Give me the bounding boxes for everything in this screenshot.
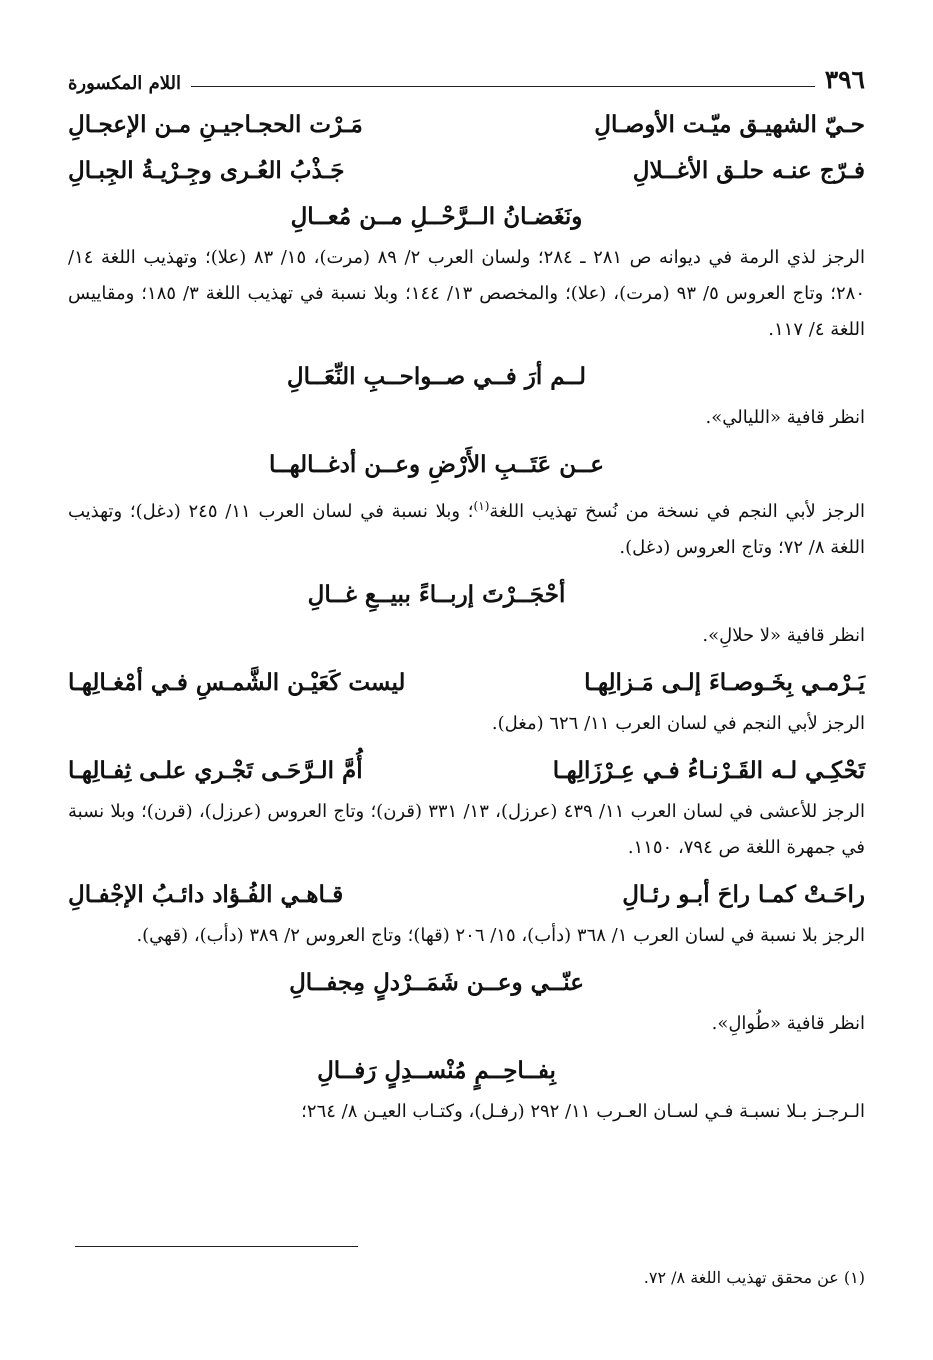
entry <box>68 748 865 866</box>
entry <box>68 660 865 742</box>
verse-line <box>68 572 865 618</box>
hemistich: تَحْكِـي لـه القَـرْنـاءُ فـي عِـرْزَالِهـا <box>552 757 865 784</box>
verse-line <box>68 1048 865 1094</box>
section-title: اللام المكسورة <box>68 73 181 94</box>
commentary-text: الرجز لأبي النجم في نسخة من نُسخ تهذيب اللغة <box>489 501 865 522</box>
hemistich: يَـرْمـي بِخَـوصـاءَ إلـى مَـزالِهـا <box>584 669 865 696</box>
footnote-rule <box>75 1246 358 1247</box>
commentary-text: ؛ وبلا نسبة في لسان العرب ١١/ ٢٤٥ (دغل)؛ وتهذيب اللغة ٨/ ٧٢؛ وتاج العروس (دغل). <box>68 501 865 558</box>
commentary: انظر قافية «لا حلالِ». <box>702 625 865 646</box>
entry <box>68 960 865 1042</box>
entry <box>68 572 865 654</box>
entry <box>68 102 865 348</box>
page-number: ٣٩٦ <box>824 65 865 94</box>
entry <box>68 442 865 566</box>
header-rule <box>191 86 815 87</box>
verse-line <box>68 354 865 400</box>
hemistich: عنّــي وعــن شَمَــرْدلٍ مِجفــالِ <box>289 969 584 996</box>
page-header <box>68 58 865 94</box>
entry <box>68 872 865 954</box>
entry <box>68 1048 865 1130</box>
hemistich: جَـذْبُ العُـرى وجِـرْيـةُ الجِبـالِ <box>68 157 345 184</box>
footnote: (١) عن محقق تهذيب اللغة ٨/ ٧٢. <box>643 1268 865 1287</box>
footnote-reference[interactable]: (١) <box>473 499 490 513</box>
hemistich: لــم أرَ فــي صــواحــبِ النِّعَــالِ <box>286 363 587 390</box>
hemistich: حـيّ الشهيـق ميّـت الأوصـالِ <box>594 111 865 138</box>
verse-line <box>68 748 865 794</box>
commentary: الرجز لأبي النجم في لسان العرب ١١/ ٦٢٦ (مغل). <box>491 713 865 734</box>
hemistich: ليست كَعَيْـن الشَّمـسِ فـي أمْغـالِهـا <box>68 669 406 696</box>
verse-line <box>68 148 865 194</box>
hemistich: بِفــاحِــمٍ مُنْســدِلٍ رَفــالِ <box>317 1057 556 1084</box>
verse-line <box>68 102 865 148</box>
commentary: انظر قافية «الليالي». <box>705 407 865 428</box>
hemistich: قـاهـي الفُـؤاد دائـبُ الإجْفـالِ <box>68 881 344 908</box>
hemistich: فـرّج عنـه حلـق الأغــلالِ <box>632 157 865 184</box>
commentary: الـرجـز بـلا نسبـة فـي لسـان العـرب ١١/ ٢٩٢ (رفـل)، وكتـاب العيـن ٨/ ٢٦٤؛ <box>301 1101 865 1122</box>
commentary <box>68 488 865 566</box>
hemistich: مَـرْت الحجـاجيـنِ مـن الإعجـالِ <box>68 111 363 138</box>
hemistich: عــن عَتَــبِ الأَرْضِ وعــن أدغــالهــا <box>269 451 604 478</box>
commentary: الرجز بلا نسبة في لسان العرب ١/ ٣٦٨ (دأب)، ١٥/ ٢٠٦ (قها)؛ وتاج العروس ٢/ ٣٨٩ (دأب)، (قهي). <box>136 925 865 946</box>
entry <box>68 354 865 436</box>
hemistich: ونَغَضـانُ الــرَّحْــلِ مــن مُعــالِ <box>290 203 583 230</box>
commentary: انظر قافية «طُوالِ». <box>711 1013 865 1034</box>
hemistich: راحَـتْ كمـا راحَ أبـو رئـالِ <box>622 881 865 908</box>
verse-line <box>68 442 865 488</box>
verse-line <box>68 194 865 240</box>
verse-line <box>68 872 865 918</box>
commentary: الرجز لذي الرمة في ديوانه ص ٢٨١ ـ ٢٨٤؛ ولسان العرب ٢/ ٨٩ (مرت)، ١٥/ ٨٣ (علا)؛ وتهذيب اللغة ١٤/ ٢٨٠؛ وتاج العروس ٥/ ٩٣ (مرت)، (علا)؛ والمخصص ١٣/ ١٤٤؛ وبلا نسبة في تهذيب اللغة ٣/ ١٨٥؛ ومقاييس اللغة ٤/ ١١٧. <box>68 247 866 340</box>
hemistich: أُمَّ الـرَّحَـى تَجْـري علـى ثِفـالِهـا <box>68 757 363 784</box>
verse-line <box>68 960 865 1006</box>
hemistich: أحْجَــرْتَ إربــاءً ببيــعِ غــالِ <box>307 581 566 608</box>
commentary: الرجز للأعشى في لسان العرب ١١/ ٤٣٩ (عرزل)، ١٣/ ٣٣١ (قرن)؛ وتاج العروس (عرزل)، (قرن)؛ وبلا نسبة في جمهرة اللغة ص ٧٩٤، ١١٥٠. <box>68 801 865 858</box>
verse-line <box>68 660 865 706</box>
